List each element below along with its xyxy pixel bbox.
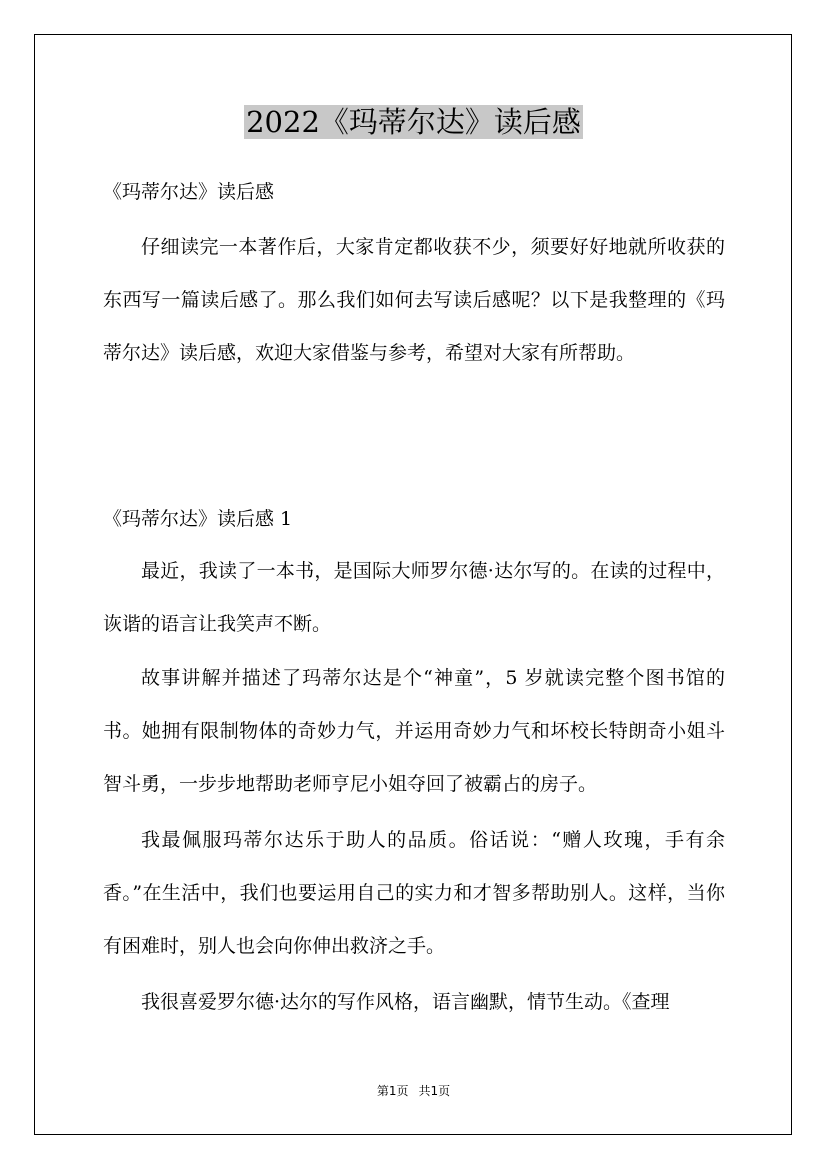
page-number-total: 共1页	[418, 1084, 451, 1098]
document-title	[0, 101, 827, 143]
section1-heading: 《玛蒂尔达》读后感 1	[103, 508, 293, 530]
page-footer	[0, 1083, 827, 1099]
section1-paragraph-4: 我很喜爱罗尔德·达尔的写作风格，语言幽默，情节生动。《查理	[141, 991, 670, 1013]
document-title-text: 2022《玛蒂尔达》读后感	[246, 105, 581, 139]
page-number-current: 第1页	[376, 1084, 409, 1098]
section1-paragraph-1: 最近，我读了一本书，是国际大师罗尔德·达尔写的。在读的过程中，诙谐的语言让我笑声不断。	[103, 560, 725, 635]
intro-heading: 《玛蒂尔达》读后感	[103, 181, 275, 203]
intro-paragraph: 仔细读完一本著作后，大家肯定都收获不少，须要好好地就所收获的东西写一篇读后感了。那么我们如何去写读后感呢？以下是我整理的《玛蒂尔达》读后感，欢迎大家借鉴与参考，希望对大家有所帮助。	[103, 236, 725, 364]
section1-paragraph-2: 故事讲解并描述了玛蒂尔达是个“神童”，5 岁就读完整个图书馆的书。她拥有限制物体的奇妙力气，并运用奇妙力气和坏校长特朗奇小姐斗智斗勇，一步步地帮助老师亨尼小姐夺回了被霸占的房子。	[103, 667, 725, 795]
section1-paragraph-3: 我最佩服玛蒂尔达乐于助人的品质。俗话说：“赠人玫瑰，手有余香。”在生活中，我们也要运用自己的实力和才智多帮助别人。这样，当你有困难时，别人也会向你伸出救济之手。	[103, 829, 725, 957]
